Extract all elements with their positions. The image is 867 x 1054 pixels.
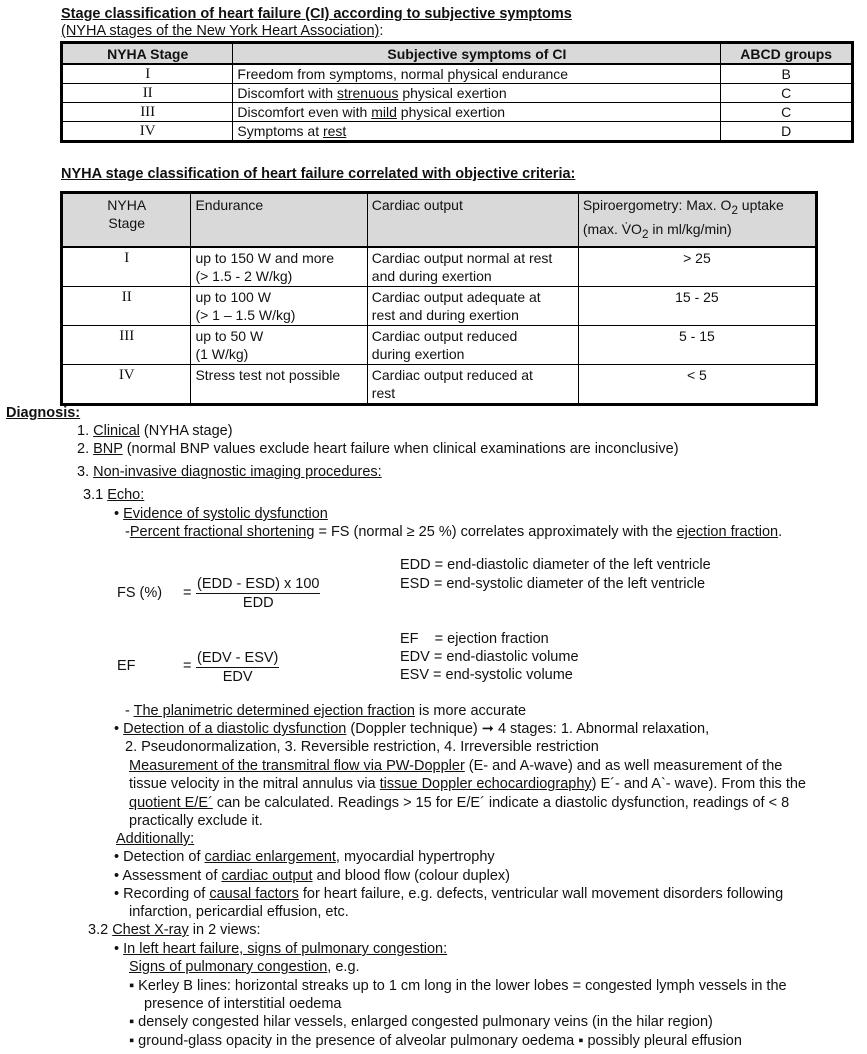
bullet-icon: • xyxy=(114,506,124,522)
ef-definition-edv: EDV = end-diastolic volume xyxy=(400,649,579,665)
vo2-cell: 5 - 15 xyxy=(578,325,816,364)
term: cardiac enlargement xyxy=(204,849,336,865)
text: , e.g. xyxy=(327,959,360,975)
table-row xyxy=(62,247,817,287)
measurement-line3 xyxy=(129,795,789,811)
square-bullet-icon: ▪ xyxy=(129,978,139,994)
group-cell: C xyxy=(721,84,853,103)
symptom-text: Freedom from symptoms, normal physical endurance xyxy=(237,66,569,82)
header-line: Stage xyxy=(108,215,146,231)
text: for heart failure, e.g. defects, ventricular wall movement disorders following xyxy=(298,886,784,902)
cell-line: (1 W/kg) xyxy=(195,345,249,362)
xray-signs-label xyxy=(129,959,360,975)
text: tissue velocity in the mitral annulus via xyxy=(129,776,380,792)
cell-line: (> 1.5 - 2 W/kg) xyxy=(195,267,293,284)
text: ) E´- and A`- wave). From this the xyxy=(591,776,806,792)
denominator: EDD xyxy=(242,595,274,611)
xray-sign-kerley-cont: presence of interstitial oedema xyxy=(144,996,342,1012)
symptom-cell xyxy=(233,84,721,103)
item-text: (NYHA stage) xyxy=(139,423,233,439)
cell-line: during exertion xyxy=(371,345,465,362)
numerator: (EDD - ESD) x 100 xyxy=(197,576,320,592)
header-line: Spiroergometry: Max. O xyxy=(582,197,732,213)
vo2-cell: 15 - 25 xyxy=(578,286,816,325)
symptom-text: Discomfort with xyxy=(237,85,337,101)
cardiac-output-cell xyxy=(367,247,578,287)
measurement-line4: practically exclude it. xyxy=(129,813,263,829)
diagnosis-item-bnp xyxy=(77,441,679,457)
header-spiroergometry xyxy=(578,193,816,247)
text: possibly pleural effusion xyxy=(587,1033,742,1049)
bullet-icon: • xyxy=(114,849,124,865)
term: tissue Doppler echocardiography xyxy=(379,776,592,792)
square-bullet-icon: ▪ xyxy=(574,1033,588,1049)
cell-line: rest and during exertion xyxy=(371,306,519,323)
text: Kerley B lines: horizontal streaks up to 1 cm long in the lower lobes = congested lymph vessels in the xyxy=(138,978,787,994)
header-line: uptake xyxy=(737,197,784,213)
stage-cell: III xyxy=(62,325,191,364)
cell-line: rest xyxy=(371,384,396,401)
term: causal factors xyxy=(209,886,299,902)
diastolic-bullet xyxy=(114,721,709,737)
endurance-cell xyxy=(191,325,367,364)
header-nyha-stage xyxy=(62,193,191,247)
header-endurance: Endurance xyxy=(191,193,367,247)
table-row xyxy=(62,286,817,325)
cardiac-output-cell xyxy=(367,325,578,364)
diagnosis-item-imaging xyxy=(77,464,382,480)
stage-cell: II xyxy=(62,286,191,325)
symptom-cell xyxy=(233,103,721,122)
xray-sign-ground-glass xyxy=(129,1033,742,1049)
table-row xyxy=(62,325,817,364)
group-cell: B xyxy=(721,64,853,84)
text: and blood flow (colour duplex) xyxy=(312,868,511,884)
fs-definition-esd: ESD = end-systolic diameter of the left ventricle xyxy=(400,576,706,592)
term: ejection fraction xyxy=(676,524,779,540)
header-line: in ml/kg/min) xyxy=(648,220,732,237)
square-bullet-icon: ▪ xyxy=(129,1033,139,1049)
diagnosis-item-clinical xyxy=(77,423,233,439)
nyha-objective-table xyxy=(60,191,818,406)
header-subjective-symptoms: Subjective symptoms of CI xyxy=(233,43,721,65)
item-text: (normal BNP values exclude heart failure when clinical examinations are inconclusive) xyxy=(122,441,679,457)
item-term: BNP xyxy=(93,441,123,457)
bullet-icon: • xyxy=(114,868,123,884)
symptom-emphasis: mild xyxy=(371,104,397,120)
item-term: Echo: xyxy=(107,487,145,503)
endurance-cell xyxy=(191,247,367,287)
additional-item-causal-factors xyxy=(114,886,783,902)
dash: - xyxy=(125,524,130,540)
text: is more accurate xyxy=(414,703,527,719)
text: = FS (normal ≥ 25 %) correlates approximately with the xyxy=(314,524,677,540)
bullet-icon: • xyxy=(114,886,124,902)
stage-cell: IV xyxy=(62,364,191,404)
ef-formula-fraction xyxy=(196,649,279,686)
planimetric-note xyxy=(125,703,526,719)
text: (E- and A-wave) and as well measurement of the xyxy=(464,758,783,774)
term: Percent fractional shortening xyxy=(129,524,315,540)
additional-item-enlargement xyxy=(114,849,495,865)
bullet-icon: • xyxy=(114,941,124,957)
stage-cell: I xyxy=(62,247,191,287)
term: cardiac output xyxy=(221,868,313,884)
section1-subtitle xyxy=(61,23,383,39)
diagnosis-heading: Diagnosis: xyxy=(6,405,81,421)
term: The planimetric determined ejection fraction xyxy=(133,703,415,719)
cell-line: up to 50 W xyxy=(195,327,264,344)
endurance-cell: Stress test not possible xyxy=(191,364,367,404)
diastolic-stages: 2. Pseudonormalization, 3. Reversible restriction, 4. Irreversible restriction xyxy=(125,739,599,755)
bullet-icon: • xyxy=(114,721,124,737)
xray-heading xyxy=(88,922,260,938)
cell-line: up to 100 W xyxy=(195,288,271,305)
term: Detection of a diastolic dysfunction xyxy=(123,721,347,737)
symptom-emphasis: rest xyxy=(322,123,347,139)
item-number: 3. xyxy=(77,464,94,480)
subtitle-suffix: : xyxy=(379,23,384,39)
fs-description xyxy=(125,524,782,540)
symptom-emphasis: strenuous xyxy=(336,85,399,101)
group-cell: C xyxy=(721,103,853,122)
term: quotient E/E´ xyxy=(129,795,213,811)
fs-definition-edd: EDD = end-diastolic diameter of the left ventricle xyxy=(400,557,711,573)
square-bullet-icon: ▪ xyxy=(129,1014,139,1030)
item-term: Clinical xyxy=(93,423,140,439)
xray-bullet-left-heart xyxy=(114,941,447,957)
text: (Doppler technique) ➞ 4 stages: 1. Abnormal relaxation, xyxy=(346,721,710,737)
nyha-subjective-table xyxy=(60,41,854,143)
symptom-cell xyxy=(233,64,721,84)
text: can be calculated. Readings > 15 for E/E´ indicate a diastolic dysfunction, readings of < 8 xyxy=(212,795,790,811)
item-number: 3.1 xyxy=(83,487,108,503)
ef-formula-eq: = xyxy=(183,658,192,674)
table-row xyxy=(62,84,853,103)
subscript: 2 xyxy=(641,227,649,241)
cell-line: Cardiac output normal at rest xyxy=(371,249,553,266)
cell-line: up to 150 W and more xyxy=(195,249,334,266)
symptom-cell xyxy=(233,122,721,142)
item-term: Chest X-ray xyxy=(112,922,189,938)
text: Recording of xyxy=(123,886,210,902)
text: ground-glass opacity in the presence of alveolar pulmonary oedema xyxy=(138,1033,575,1049)
fs-formula-eq: = xyxy=(183,585,192,601)
table-row xyxy=(62,64,853,84)
cell-line: and during exertion xyxy=(371,267,492,284)
header-cardiac-output: Cardiac output xyxy=(367,193,578,247)
denominator: EDV xyxy=(222,669,253,685)
item-number: 2. xyxy=(77,441,94,457)
bullet-text: Evidence of systolic dysfunction xyxy=(123,506,328,522)
cell-line: Cardiac output adequate at xyxy=(371,288,541,305)
symptom-text: Symptoms at xyxy=(237,123,323,139)
text: , myocardial hypertrophy xyxy=(335,849,495,865)
item-number: 3.2 xyxy=(88,922,113,938)
header-nyha-stage: NYHA Stage xyxy=(62,43,233,65)
vo2-cell: < 5 xyxy=(578,364,816,404)
section2-title: NYHA stage classification of heart failure correlated with objective criteria: xyxy=(61,166,576,182)
term: Signs of pulmonary congestion xyxy=(129,959,328,975)
item-number: 1. xyxy=(77,423,94,439)
text: Assessment of xyxy=(122,868,222,884)
cell-line: Cardiac output reduced at xyxy=(371,366,533,383)
ef-definition-esv: ESV = end-systolic volume xyxy=(400,667,573,683)
additional-item-causal-factors-cont: infarction, pericardial effusion, etc. xyxy=(129,904,349,920)
item-text: in 2 views: xyxy=(188,922,261,938)
symptom-text: Discomfort even with xyxy=(237,104,372,120)
group-cell: D xyxy=(721,122,853,142)
additionally-label: Additionally: xyxy=(116,831,195,847)
cell-line: (> 1 – 1.5 W/kg) xyxy=(195,306,296,323)
subscript: 2 xyxy=(731,203,738,217)
stage-cell: I xyxy=(62,64,233,84)
term: Measurement of the transmitral flow via PW-Doppler xyxy=(129,758,465,774)
stage-cell: IV xyxy=(62,122,233,142)
systolic-bullet xyxy=(114,506,328,522)
cardiac-output-cell xyxy=(367,286,578,325)
dash: - xyxy=(125,703,134,719)
endurance-cell xyxy=(191,286,367,325)
table-row xyxy=(62,103,853,122)
vo2-cell: > 25 xyxy=(578,247,816,287)
xray-sign-kerley xyxy=(129,978,787,994)
fs-formula-fraction xyxy=(196,575,320,612)
measurement-line1 xyxy=(129,758,782,774)
table-row xyxy=(62,364,817,404)
numerator: (EDV - ESV) xyxy=(197,650,279,666)
subtitle-text: (NYHA stages of the New York Heart Association) xyxy=(61,23,380,39)
echo-heading xyxy=(83,487,144,503)
section1-title: Stage classification of heart failure (CI) according to subjective symptoms xyxy=(61,6,572,22)
header-abcd-groups: ABCD groups xyxy=(721,43,853,65)
header-line: NYHA xyxy=(107,197,147,213)
table-row xyxy=(62,122,853,142)
item-term: Non-invasive diagnostic imaging procedures: xyxy=(93,464,382,480)
fs-formula-lhs: FS (%) xyxy=(117,585,163,601)
additional-item-cardiac-output xyxy=(114,868,510,884)
text: densely congested hilar vessels, enlarged congested pulmonary veins (in the hilar region) xyxy=(138,1014,713,1030)
term: In left heart failure, signs of pulmonary congestion: xyxy=(123,941,448,957)
symptom-text: physical exertion xyxy=(396,104,506,120)
stage-cell: II xyxy=(62,84,233,103)
measurement-line2 xyxy=(129,776,806,792)
symptom-text: physical exertion xyxy=(398,85,507,101)
ef-formula-lhs: EF xyxy=(117,658,136,674)
cell-line: Cardiac output reduced xyxy=(371,327,518,344)
stage-cell: III xyxy=(62,103,233,122)
ef-definition-ef: EF = ejection fraction xyxy=(400,631,549,647)
xray-sign-hilar xyxy=(129,1014,713,1030)
text: . xyxy=(778,524,783,540)
header-line: (max. V̇O xyxy=(582,220,642,237)
text: Detection of xyxy=(123,849,205,865)
cardiac-output-cell xyxy=(367,364,578,404)
